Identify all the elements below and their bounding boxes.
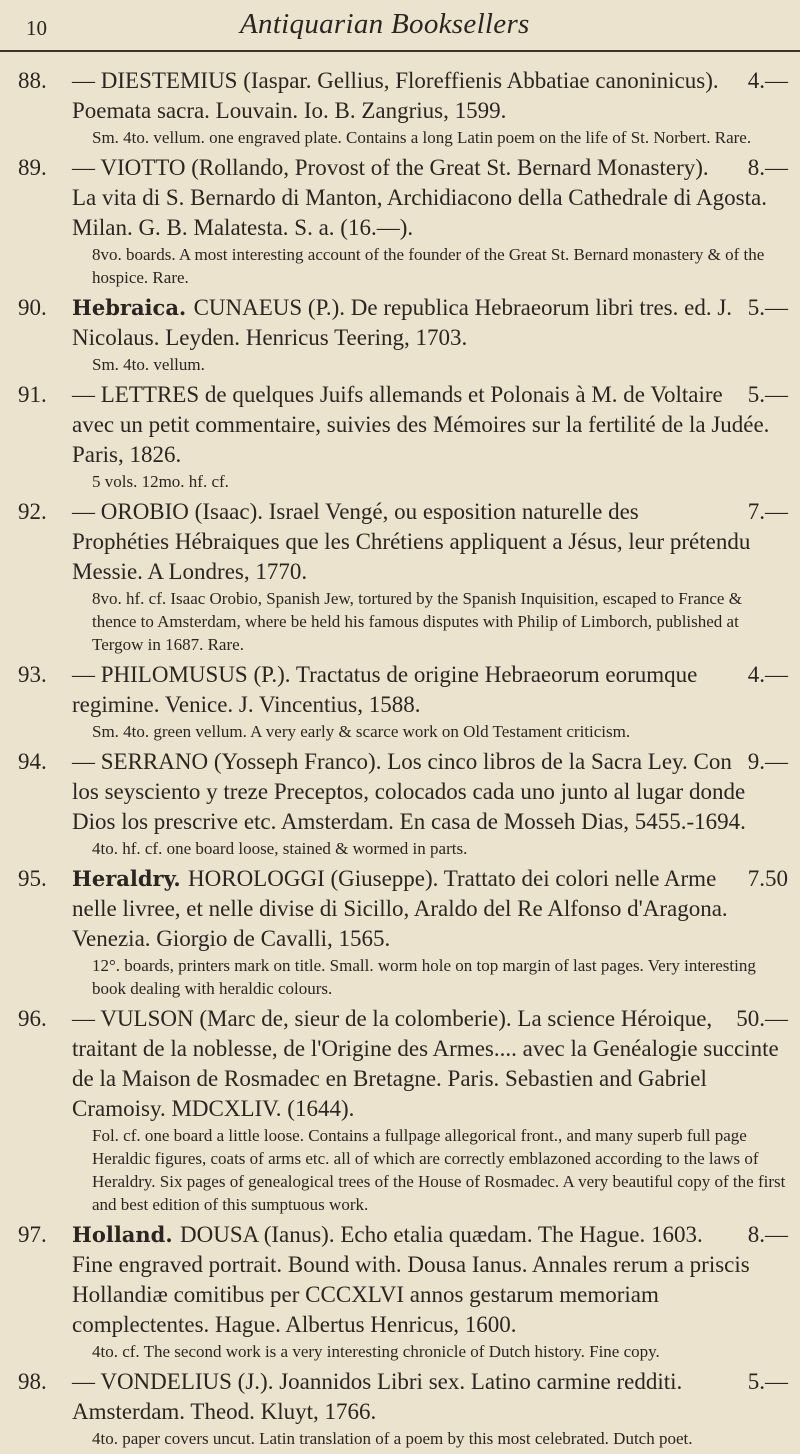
entry-description: Sm. 4to. vellum. one engraved plate. Contains a long Latin poem on the life of St. Norbert. Rare. <box>92 128 752 147</box>
entry-number: 97. <box>18 1222 47 1247</box>
entry-title: HOROLOGGI (Giuseppe). Trattato dei colori nelle Arme nelle livree, et nelle divise di Sicillo, Araldo del Re Alfonso d'Aragona. Venezia. Giorgio de Cavalli, 1565. <box>72 866 728 951</box>
entry-description: Fol. cf. one board a little loose. Contains a fullpage allegorical front., and many superb full page Heraldic figures, coats of arms etc. all of which are correctly emblazoned according to the laws of Heraldry. Six pages of genealogical trees of the House of Rosmadec. A very beautiful copy of the first and best edition of this sumptuous work. <box>92 1126 786 1214</box>
entry-heading <box>72 747 788 837</box>
catalogue-entry <box>0 1367 800 1450</box>
entry-title: — OROBIO (Isaac). Israel Vengé, ou esposition naturelle des Prophéties Hébraiques que les Chrétiens appliquent a Jésus, leur prétendu Messie. A Londres, 1770. <box>72 499 751 584</box>
page-number: 10 <box>26 16 47 40</box>
entry-description: Sm. 4to. green vellum. A very early & scarce work on Old Testament criticism. <box>92 722 631 741</box>
entry-price: 7.50 <box>747 866 788 891</box>
entry-description: 4to. hf. cf. one board loose, stained & wormed in parts. <box>92 839 468 858</box>
entry-price: 50.— <box>736 1006 788 1031</box>
entry-heading <box>72 660 788 720</box>
entry-heading <box>72 497 788 587</box>
entry-description: 12°. boards, printers mark on title. Small. worm hole on top margin of last pages. Very interesting book dealing with heraldic colours. <box>92 956 756 998</box>
entry-price: 4.— <box>747 68 788 93</box>
running-title: Antiquarian Booksellers <box>240 8 530 40</box>
entry-subject: Heraldry. <box>72 866 189 891</box>
catalogue-entry <box>0 747 800 860</box>
entry-number: 91. <box>18 382 47 407</box>
catalogue-entries <box>0 66 800 1454</box>
entry-number: 96. <box>18 1006 47 1031</box>
entry-number: 89. <box>18 155 47 180</box>
entry-description: 5 vols. 12mo. hf. cf. <box>92 472 229 491</box>
entry-price: 4.— <box>747 662 788 687</box>
catalogue-entry <box>0 380 800 493</box>
entry-subject: Holland. <box>72 1222 180 1247</box>
entry-price: 5.— <box>747 382 788 407</box>
entry-price: 8.— <box>747 155 788 180</box>
entry-number: 88. <box>18 68 47 93</box>
entry-price: 9.— <box>747 749 788 774</box>
catalogue-entry <box>0 153 800 289</box>
catalogue-entry <box>0 660 800 743</box>
entry-price: 7.— <box>747 499 788 524</box>
entry-title: — VULSON (Marc de, sieur de la colomberie). La science Héroique, traitant de la noblesse, de l'Origine des Armes.... avec la Genéalogie succinte de la Maison de Rosmadec en Bretagne. Paris. Sebastien and Gabriel Cramoisy. MDCXLIV. (1644). <box>72 1006 779 1121</box>
entry-description: 8vo. hf. cf. Isaac Orobio, Spanish Jew, tortured by the Spanish Inquisition, escaped to France & thence to Amsterdam, where be held his famous disputes with Philip of Limborch, published at Tergow in 1687. Rare. <box>92 589 742 654</box>
entry-number: 90. <box>18 295 47 320</box>
entry-title: CUNAEUS (P.). De republica Hebraeorum libri tres. ed. J. Nicolaus. Leyden. Henricus Teering, 1703. <box>72 295 733 350</box>
page-header <box>0 0 800 52</box>
entry-number: 92. <box>18 499 47 524</box>
entry-heading <box>72 66 788 126</box>
entry-number: 94. <box>18 749 47 774</box>
entry-heading <box>72 380 788 470</box>
entry-subject: Hebraica. <box>72 295 194 320</box>
entry-title: — VIOTTO (Rollando, Provost of the Great St. Bernard Monastery). La vita di S. Bernardo di Manton, Archidiacono della Cathedrale di Agosta. Milan. G. B. Malatesta. S. a. (16.—). <box>72 155 767 240</box>
entry-heading <box>72 864 788 954</box>
entry-title: — DIESTEMIUS (Iaspar. Gellius, Floreffienis Abbatiae canoninicus). Poemata sacra. Louvain. Io. B. Zangrius, 1599. <box>72 68 719 123</box>
catalogue-entry <box>0 497 800 656</box>
catalogue-entry <box>0 1004 800 1216</box>
entry-description: Sm. 4to. vellum. <box>92 355 205 374</box>
entry-title: DOUSA (Ianus). Echo etalia quædam. The Hague. 1603. Fine engraved portrait. Bound with. Dousa Ianus. Annales rerum a priscis Hollandiæ comitibus per CCCXLVI annos gestarum memoriam complectentes. Hague. Albertus Henricus, 1600. <box>72 1222 750 1337</box>
entry-number: 95. <box>18 866 47 891</box>
entry-price: 5.— <box>747 1369 788 1394</box>
catalogue-entry <box>0 293 800 376</box>
entry-description: 4to. paper covers uncut. Latin translation of a poem by this most celebrated. Dutch poet. <box>92 1429 693 1448</box>
entry-number: 98. <box>18 1369 47 1394</box>
entry-description: 4to. cf. The second work is a very interesting chronicle of Dutch history. Fine copy. <box>92 1342 660 1361</box>
entry-heading <box>72 1004 788 1124</box>
catalogue-entry <box>0 864 800 1000</box>
entry-price: 5.— <box>747 295 788 320</box>
entry-title: — PHILOMUSUS (P.). Tractatus de origine Hebraeorum eorumque regimine. Venice. J. Vincentius, 1588. <box>72 662 698 717</box>
entry-title: — LETTRES de quelques Juifs allemands et Polonais à M. de Voltaire avec un petit commentaire, suivies des Mémoires sur la fertilité de la Judée. Paris, 1826. <box>72 382 770 467</box>
catalogue-entry <box>0 1220 800 1363</box>
entry-number: 93. <box>18 662 47 687</box>
entry-heading <box>72 153 788 243</box>
entry-description: 8vo. boards. A most interesting account of the founder of the Great St. Bernard monastery & of the hospice. Rare. <box>92 245 765 287</box>
entry-heading <box>72 293 788 353</box>
entry-title: — SERRANO (Yosseph Franco). Los cinco libros de la Sacra Ley. Con los seysciento y treze Preceptos, colocados cada uno junto al lugar donde Dios los prescrive etc. Amsterdam. En casa de Mosseh Dias, 5455.-1694. <box>72 749 746 834</box>
entry-title: — VONDELIUS (J.). Joannidos Libri sex. Latino carmine redditi. Amsterdam. Theod. Kluyt, 1766. <box>72 1369 683 1424</box>
entry-heading <box>72 1220 788 1340</box>
catalogue-entry <box>0 66 800 149</box>
entry-heading <box>72 1367 788 1427</box>
entry-price: 8.— <box>747 1222 788 1247</box>
